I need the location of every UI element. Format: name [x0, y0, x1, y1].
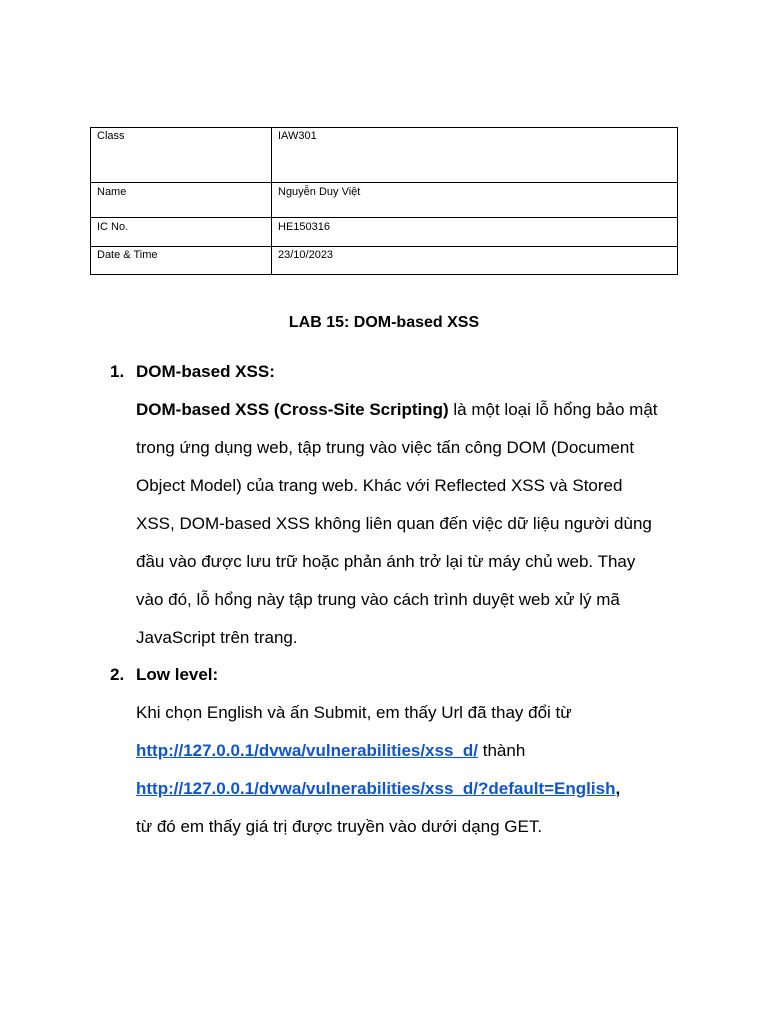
ic-label: IC No.: [91, 218, 272, 247]
date-value: 23/10/2023: [272, 247, 678, 275]
name-value: Nguyễn Duy Việt: [272, 183, 678, 218]
name-label: Name: [91, 183, 272, 218]
section-1-paragraph-line: Object Model) của trang web. Khác với Reflected XSS và Stored: [136, 476, 623, 495]
section-1-paragraph-line: JavaScript trên trang.: [136, 628, 298, 647]
page-title: LAB 15: DOM-based XSS: [288, 314, 480, 331]
table-row: [91, 183, 678, 218]
section-1-lead-bold: DOM-based XSS (Cross-Site Scripting): [136, 400, 449, 419]
section-1-paragraph-line: đầu vào được lưu trữ hoặc phản ánh trở lại từ máy chủ web. Thay: [136, 552, 636, 571]
section-2-heading: Low level:: [136, 665, 219, 684]
table-row: [91, 218, 678, 247]
class-value: IAW301: [272, 128, 678, 183]
section-1-lead-rest: là một loại lỗ hổng bảo mật: [448, 400, 658, 419]
section-1-paragraph-line: [136, 398, 658, 422]
link-trailing-comma: ,: [615, 779, 621, 798]
info-table: [90, 127, 678, 275]
table-row: [91, 128, 678, 183]
dvwa-xss-url-link[interactable]: http://127.0.0.1/dvwa/vulnerabilities/xss_d/: [136, 741, 479, 760]
class-label: Class: [91, 128, 272, 183]
section-1-paragraph-line: XSS, DOM-based XSS không liên quan đến việc dữ liệu người dùng: [136, 514, 652, 533]
dvwa-xss-default-english-link[interactable]: http://127.0.0.1/dvwa/vulnerabilities/xss_d/?default=English: [136, 779, 616, 798]
ic-value: HE150316: [272, 218, 678, 247]
table-row: [91, 247, 678, 275]
section-1-paragraph-line: trong ứng dụng web, tập trung vào việc tấn công DOM (Document: [136, 438, 635, 457]
section-1-heading: DOM-based XSS:: [136, 362, 275, 381]
section-2-paragraph-line: từ đó em thấy giá trị được truyền vào dưới dạng GET.: [136, 817, 543, 836]
section-1-number: 1.: [110, 362, 125, 381]
section-2-paragraph-line: Khi chọn English và ấn Submit, em thấy Url đã thay đổi từ: [136, 703, 572, 722]
date-label: Date & Time: [91, 247, 272, 275]
section-2-paragraph-line: [136, 777, 620, 801]
section-1-paragraph-line: vào đó, lỗ hổng này tập trung vào cách trình duyệt web xử lý mã: [136, 590, 620, 609]
link-connector-text: thành: [478, 741, 526, 760]
section-2-paragraph-line: [136, 739, 525, 763]
section-2-number: 2.: [110, 665, 125, 684]
